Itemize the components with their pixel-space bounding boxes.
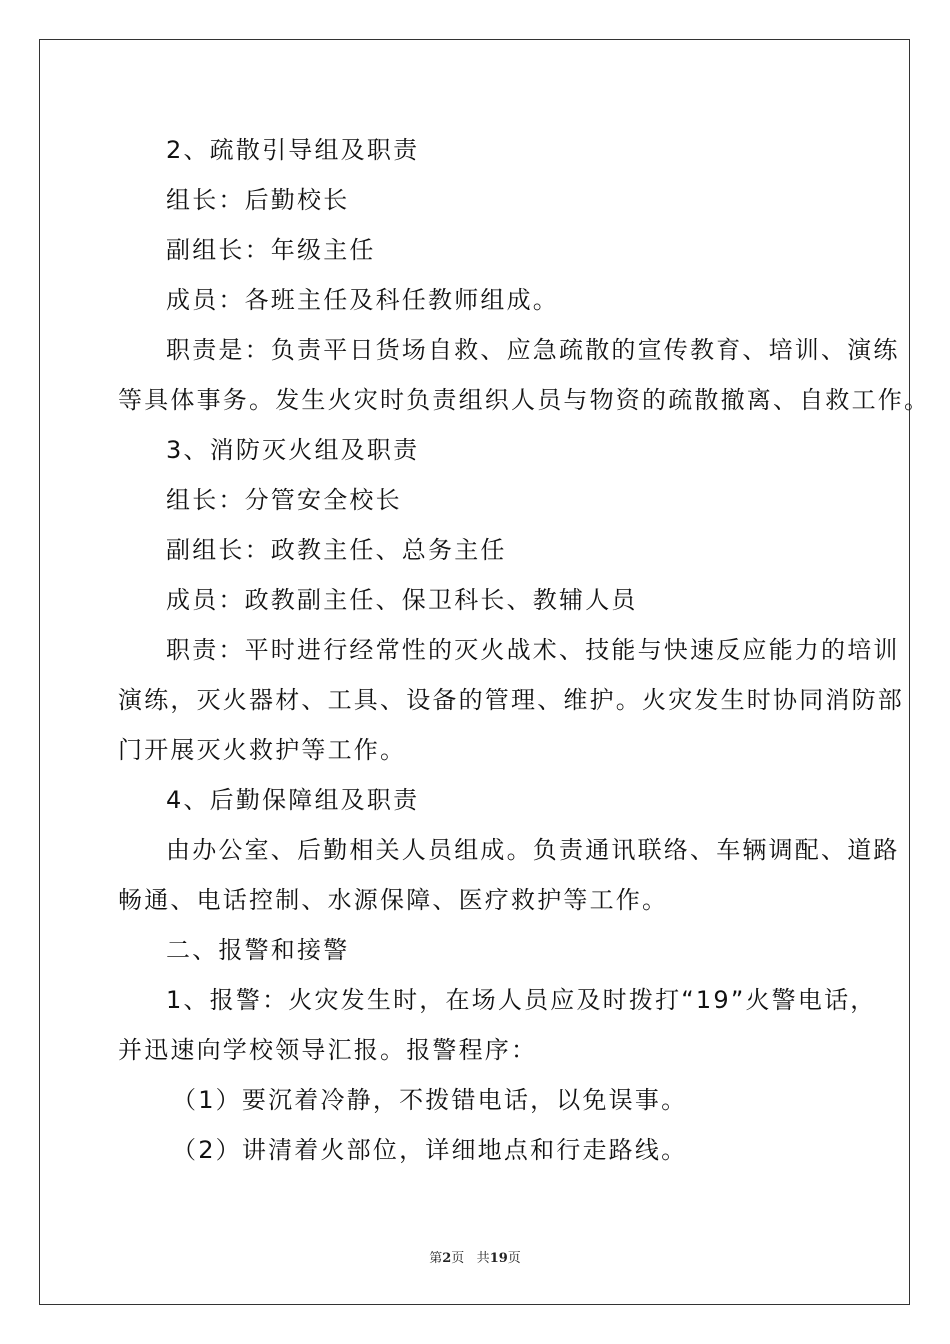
paragraph-line: 由办公室、后勤相关人员组成。负责通讯联络、车辆调配、道路 (166, 836, 900, 864)
section-heading: 4、后勤保障组及职责 (166, 786, 420, 814)
paragraph-line: 职责是：负责平日货场自救、应急疏散的宣传教育、培训、演练 (166, 336, 900, 364)
paragraph-line: 成员：各班主任及科任教师组成。 (166, 286, 559, 314)
footer-prefix: 第 (429, 1251, 443, 1266)
paragraph-line: 等具体事务。发生火灾时负责组织人员与物资的疏散撤离、自救工作。 (118, 386, 931, 414)
section-heading: 2、疏散引导组及职责 (166, 136, 420, 164)
list-item: （1）要沉着冷静，不拨错电话，以免误事。 (172, 1086, 688, 1114)
footer-total-suffix: 页 (507, 1251, 521, 1266)
page-footer (0, 1247, 950, 1266)
paragraph-line: 畅通、电话控制、水源保障、医疗救护等工作。 (118, 886, 669, 914)
paragraph-line: 副组长：年级主任 (166, 236, 376, 264)
paragraph-line: 职责：平时进行经常性的灭火战术、技能与快速反应能力的培训 (166, 636, 900, 664)
paragraph-line: 组长：分管安全校长 (166, 486, 402, 514)
document-body (118, 125, 931, 1175)
paragraph-line: 1、报警：火灾发生时，在场人员应及时拨打“19”火警电话， (166, 986, 877, 1014)
footer-total-prefix: 共 (476, 1251, 490, 1266)
current-page-number: 2 (442, 1251, 452, 1266)
footer-page-suffix: 页 (451, 1251, 465, 1266)
paragraph-line: 并迅速向学校领导汇报。报警程序： (118, 1036, 538, 1064)
paragraph-line: 组长：后勤校长 (166, 186, 350, 214)
paragraph-line: 副组长：政教主任、总务主任 (166, 536, 507, 564)
list-item: （2）讲清着火部位，详细地点和行走路线。 (172, 1136, 688, 1164)
total-pages: 19 (489, 1251, 508, 1266)
paragraph-line: 门开展灭火救护等工作。 (118, 736, 407, 764)
section-heading: 3、消防灭火组及职责 (166, 436, 420, 464)
section-heading: 二、报警和接警 (166, 936, 350, 964)
paragraph-line: 成员：政教副主任、保卫科长、教辅人员 (166, 586, 638, 614)
paragraph-line: 演练，灭火器材、工具、设备的管理、维护。火灾发生时协同消防部 (118, 686, 904, 714)
